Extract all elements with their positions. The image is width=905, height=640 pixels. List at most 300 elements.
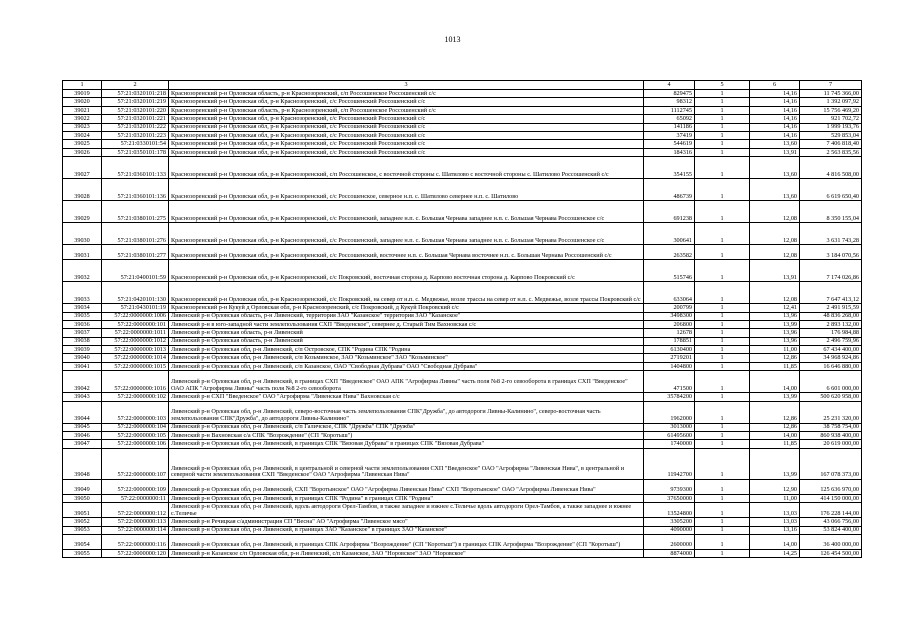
cadastral-number: 57:22:0000000:1012	[102, 337, 169, 345]
area-value: 184316	[644, 148, 695, 156]
rate-value: 12,90	[750, 479, 800, 494]
cadastral-number: 57:22:0000000:104	[102, 423, 169, 431]
rate-value: 12,08	[750, 201, 800, 223]
cadastral-number: 57:22:0000000:1011	[102, 329, 169, 337]
area-value: 300641	[644, 223, 695, 245]
area-value: 3013000	[644, 423, 695, 431]
count-value: 1	[695, 245, 750, 260]
row-number: 39025	[63, 140, 102, 148]
area-value: 37650000	[644, 494, 695, 502]
cadastral-value: 125 636 970,00	[800, 479, 862, 494]
location-description: Краснозоренский р-н Орловская обл, р-н Краснозоренский, с/с Россошенский Россошенский с/с	[169, 131, 644, 139]
cadastral-value: 529 853,04	[800, 131, 862, 139]
area-value: 544619	[644, 140, 695, 148]
count-value: 1	[695, 479, 750, 494]
area-value: 471500	[644, 371, 695, 393]
count-value: 1	[695, 106, 750, 114]
row-number: 39052	[63, 518, 102, 526]
location-description: Краснозоренский р-н Орловская обл, р-н Краснозоренский, с/с Россошенский, западнее н.п. с. Большая Чернава западнее н.п. с. Большая Чернава Россошенское с/с	[169, 223, 644, 245]
rate-value: 13,60	[750, 179, 800, 201]
cadastral-value: 11 745 366,00	[800, 90, 862, 98]
cadastral-number: 57:21:0360101:133	[102, 157, 169, 179]
cadastral-number: 57:21:0320101:218	[102, 90, 169, 98]
rate-value: 13,91	[750, 148, 800, 156]
cadastral-value: 8 350 155,04	[800, 201, 862, 223]
rate-value: 12,08	[750, 245, 800, 260]
table-row	[63, 518, 862, 526]
rate-value: 13,60	[750, 157, 800, 179]
row-number: 39027	[63, 157, 102, 179]
row-number: 39028	[63, 179, 102, 201]
location-description: Ливенский р-н Орловская обл, р-н Ливенский, в границах ЗАО "Казанское" в границах ЗАО "Казанское"	[169, 526, 644, 534]
cadastral-number: 57:22:0000000:107	[102, 448, 169, 479]
location-description: Краснозоренский р-н Орловская обл, р-н Краснозоренский, с/п Россошенское, с восточной стороны с. Шатилово с восточной стороны с. Шатилово Россошенский с/с	[169, 157, 644, 179]
count-value: 1	[695, 371, 750, 393]
rate-value: 11,85	[750, 440, 800, 448]
row-number: 39040	[63, 354, 102, 362]
cadastral-value: 3 184 070,56	[800, 245, 862, 260]
cadastral-value: 7 406 818,40	[800, 140, 862, 148]
location-description: Ливенский р-н Орловская обл, р-н Ливенский, в границах СПК Агрофирма "Возрождение" (СП "Коротыш") в границах СПК Агрофирма "Возрождение" (СП "Коротыш")	[169, 534, 644, 549]
count-value: 1	[695, 304, 750, 312]
location-description: Ливенский р-н Орловская область, р-н Ливенский, территория ЗАО "Казанское" территория ЗАО "Казанское"	[169, 312, 644, 320]
location-description: Ливенский р-н Орловская обл, р-н Ливенский, с/п Казанское, ОАО "Свободная Дубрава" ОАО "Свободная Дубрава"	[169, 362, 644, 370]
area-value: 178851	[644, 337, 695, 345]
location-description: Ливенский р-н Вахновская с/а СПК "Возрождение" (СП "Коротыш")	[169, 432, 644, 440]
cadastral-value: 921 702,72	[800, 115, 862, 123]
location-description: Краснозоренский р-н Орловская обл, р-н Краснозоренский, с/с Россошенский Россошенский с/с	[169, 115, 644, 123]
cadastral-number: 57:22:0000000:105	[102, 432, 169, 440]
table-row	[63, 549, 862, 557]
location-description: Ливенский р-н Орловская обл, р-н Ливенский, северо-восточная часть землепользования СПК"Дружба", до автодороги Ливны-Калинино", северо-восточная часть землепользования СПК"Дружба", до автодороги Ливны-Калинино"	[169, 401, 644, 423]
cadastral-number: 57:21:0420101:130	[102, 282, 169, 304]
row-number: 39050	[63, 494, 102, 502]
rate-value: 14,16	[750, 98, 800, 106]
cadastral-value: 2 496 759,96	[800, 337, 862, 345]
header-row	[63, 81, 862, 90]
area-value: 829475	[644, 90, 695, 98]
cadastral-number: 57:21:0380101:275	[102, 201, 169, 223]
cadastral-number: 57:21:0320101:222	[102, 123, 169, 131]
area-value: 12678	[644, 329, 695, 337]
cadastral-number: 57:22:0000000:113	[102, 518, 169, 526]
cadastral-number: 57:21:0430101:19	[102, 304, 169, 312]
area-value: 263582	[644, 245, 695, 260]
area-value: 2600000	[644, 534, 695, 549]
cadastral-value: 34 968 924,86	[800, 354, 862, 362]
location-description: Ливенский р-н Орловская обл, р-н Ливенский, СХП "Воротынское" ОАО "Агрофирма Ливенская Нива" СХП "Воротынское" ОАО "Агрофирма Ливенская Нива"	[169, 479, 644, 494]
location-description: Ливенский р-н Орловская обл, р-н Ливенский, вдоль автодороги Орел-Тамбов, в также западнее и южнее с.Теличье вдоль автодороги Орел-Тамбов, а также западнее и южнее с.Теличье	[169, 503, 644, 518]
row-number: 39020	[63, 98, 102, 106]
rate-value: 12,08	[750, 282, 800, 304]
count-value: 1	[695, 401, 750, 423]
count-value: 1	[695, 282, 750, 304]
cadastral-number: 57:22:0000000:103	[102, 401, 169, 423]
area-value: 633064	[644, 282, 695, 304]
location-description: Краснозоренский р-н Орловская область, р-н Краснозоренский, с/п Россошенское Россошенский с/с	[169, 106, 644, 114]
table-row	[63, 362, 862, 370]
location-description: Ливенский р-н Орловская обл, р-н Ливенский, с/п Галичское, СПК "Дружба" СПК "Дружба"	[169, 423, 644, 431]
location-description: Краснозоренский р-н Орловская обл, р-н Краснозоренский, с/с Покровский, на север от н.п. с. Медвежье, возле трассы на север от н.п. с. Медвежье, возле трассы Покровский с/с	[169, 282, 644, 304]
area-value: 11942700	[644, 448, 695, 479]
area-value: 13524800	[644, 503, 695, 518]
row-number: 39030	[63, 223, 102, 245]
table-row	[63, 393, 862, 401]
rate-value: 14,25	[750, 549, 800, 557]
row-number: 39039	[63, 346, 102, 354]
rate-value: 14,00	[750, 371, 800, 393]
area-value: 8874000	[644, 549, 695, 557]
row-number: 39054	[63, 534, 102, 549]
rate-value: 13,99	[750, 393, 800, 401]
location-description: Ливенский р-н Орловская обл, р-н Ливенский, с/п Козьминское, ЗАО "Козьминское" ЗАО "Козьминское"	[169, 354, 644, 362]
rate-value: 12,86	[750, 423, 800, 431]
cadastral-value: 16 646 880,00	[800, 362, 862, 370]
location-description: Ливенский р-н Орловская обл, р-н Ливенский, в центральной и северной части землепользования СХП "Введенское" ОАО "Агрофирма "Ливенская Нива", в центральной и северной части землепользования СХП "Введенское" ОАО "Агрофирма "Ливенская Нива"	[169, 448, 644, 479]
rate-value: 12,41	[750, 304, 800, 312]
table-row	[63, 494, 862, 502]
count-value: 1	[695, 337, 750, 345]
row-number: 39024	[63, 131, 102, 139]
area-value: 141186	[644, 123, 695, 131]
cadastral-number: 57:21:0380101:276	[102, 223, 169, 245]
count-value: 1	[695, 494, 750, 502]
count-value: 1	[695, 423, 750, 431]
cadastral-value: 126 454 500,00	[800, 549, 862, 557]
cadastral-value: 860 938 400,00	[800, 432, 862, 440]
rate-value: 14,16	[750, 106, 800, 114]
cadastral-value: 414 150 000,00	[800, 494, 862, 502]
table-row	[63, 432, 862, 440]
cadastral-value: 176 984,88	[800, 329, 862, 337]
cadastral-value: 3 631 743,28	[800, 223, 862, 245]
area-value: 200799	[644, 304, 695, 312]
table-row	[63, 401, 862, 423]
location-description: Ливенский р-н в юго-западной части землепользования СХП "Введенское", севернее д. Старый Тим Вахновская с/с	[169, 320, 644, 328]
cadastral-value: 6 619 650,40	[800, 179, 862, 201]
row-number: 39045	[63, 423, 102, 431]
count-value: 1	[695, 432, 750, 440]
cadastral-number: 57:22:0000000:102	[102, 393, 169, 401]
rate-value: 14,16	[750, 131, 800, 139]
cadastral-value: 1 999 193,76	[800, 123, 862, 131]
column-header: 3	[169, 81, 644, 90]
count-value: 1	[695, 440, 750, 448]
cadastral-value: 53 824 400,00	[800, 526, 862, 534]
table-body	[63, 90, 862, 558]
column-header: 4	[644, 81, 695, 90]
location-description: Краснозоренский р-н Орловская обл, р-н Краснозоренский, с/с Россошенский, западнее н.п. с. Большая Чернава западнее н.п. с. Большая Чернава Россошенское с/с	[169, 201, 644, 223]
rate-value: 13,60	[750, 140, 800, 148]
location-description: Ливенский р-н СХП "Введенское" ОАО "Агрофирма "Ливенская Нива" Вахновская с/с	[169, 393, 644, 401]
table-row	[63, 245, 862, 260]
table-row	[63, 354, 862, 362]
row-number: 39041	[63, 362, 102, 370]
cadastral-value: 500 620 958,00	[800, 393, 862, 401]
row-number: 39032	[63, 260, 102, 282]
count-value: 1	[695, 312, 750, 320]
column-header: 1	[63, 81, 102, 90]
table-row	[63, 148, 862, 156]
cadastral-value: 7 647 413,12	[800, 282, 862, 304]
cadastral-number: 57:22:0000000:101	[102, 320, 169, 328]
count-value: 1	[695, 115, 750, 123]
count-value: 1	[695, 518, 750, 526]
table-row	[63, 479, 862, 494]
count-value: 1	[695, 329, 750, 337]
table-row	[63, 140, 862, 148]
cadastral-value: 2 893 132,00	[800, 320, 862, 328]
rate-value: 13,16	[750, 526, 800, 534]
row-number: 39023	[63, 123, 102, 131]
rate-value: 12,08	[750, 223, 800, 245]
count-value: 1	[695, 534, 750, 549]
table-row	[63, 223, 862, 245]
row-number: 39047	[63, 440, 102, 448]
location-description: Краснозоренский р-н Орловская обл, р-н Краснозоренский, с/с Россошенский, восточнее н.п. с. Большая Чернава восточнее н.п. с. Большая Чернава Россошенский с/с	[169, 245, 644, 260]
row-number: 39029	[63, 201, 102, 223]
cadastral-number: 57:21:0380101:277	[102, 245, 169, 260]
count-value: 1	[695, 320, 750, 328]
table-row	[63, 260, 862, 282]
table-row	[63, 179, 862, 201]
rate-value: 14,00	[750, 432, 800, 440]
rate-value: 11,00	[750, 346, 800, 354]
table-row	[63, 320, 862, 328]
cadastral-value: 7 174 026,86	[800, 260, 862, 282]
location-description: Ливенский р-н Орловская обл, р-н Ливенский, в границах СХП "Введенское" ОАО АПК "Агрофирма Ливны" часть поля №8 2-го севооборота в границах СХП "Введенское" ОАО АПК "Агрофирма Ливны" часть поля №8 2-го севооборота	[169, 371, 644, 393]
table-row	[63, 423, 862, 431]
count-value: 1	[695, 503, 750, 518]
area-value: 1404800	[644, 362, 695, 370]
count-value: 1	[695, 354, 750, 362]
table-row	[63, 115, 862, 123]
count-value: 1	[695, 148, 750, 156]
location-description: Краснозоренский р-н Орловская обл, р-н Краснозоренский, с/с Россошенский Россошенский с/с	[169, 148, 644, 156]
cadastral-value: 67 434 400,00	[800, 346, 862, 354]
column-header: 5	[695, 81, 750, 90]
area-value: 3498300	[644, 312, 695, 320]
row-number: 39035	[63, 312, 102, 320]
cadastral-number: 57:21:0400101:59	[102, 260, 169, 282]
area-value: 35784200	[644, 393, 695, 401]
table-row	[63, 304, 862, 312]
row-number: 39046	[63, 432, 102, 440]
area-value: 3305200	[644, 518, 695, 526]
cadastral-number: 57:22:0000000:106	[102, 440, 169, 448]
table-row	[63, 448, 862, 479]
row-number: 39053	[63, 526, 102, 534]
table-row	[63, 282, 862, 304]
count-value: 1	[695, 260, 750, 282]
location-description: Краснозоренский р-н Орловская обл, р-н Краснозоренский, с/с Покровский, восточная сторона д. Карпово восточная сторона д. Карпово Покровский с/с	[169, 260, 644, 282]
table-row	[63, 337, 862, 345]
cadastral-number: 57:22:0000000:1014	[102, 354, 169, 362]
count-value: 1	[695, 98, 750, 106]
cadastral-value: 43 066 756,00	[800, 518, 862, 526]
table-row	[63, 440, 862, 448]
rate-value: 13,99	[750, 320, 800, 328]
location-description: Краснозоренский р-н Орловская обл, р-н Краснозоренский, с/с Россошенский Россошенский с/с	[169, 123, 644, 131]
row-number: 39031	[63, 245, 102, 260]
count-value: 1	[695, 179, 750, 201]
table-row	[63, 131, 862, 139]
column-header: 2	[102, 81, 169, 90]
table-row	[63, 201, 862, 223]
cadastral-value: 176 228 144,00	[800, 503, 862, 518]
row-number: 39042	[63, 371, 102, 393]
count-value: 1	[695, 448, 750, 479]
row-number: 39036	[63, 320, 102, 328]
cadastral-number: 57:22:0000000:1013	[102, 346, 169, 354]
rate-value: 14,16	[750, 123, 800, 131]
location-description: Краснозоренский р-н Орловская область, р-н Краснозоренский, с/п Россошенское Россошенский с/с	[169, 90, 644, 98]
cadastral-number: 57:21:0320101:223	[102, 131, 169, 139]
row-number: 39044	[63, 401, 102, 423]
rate-value: 14,00	[750, 534, 800, 549]
count-value: 1	[695, 90, 750, 98]
cadastral-number: 57:21:0330101:54	[102, 140, 169, 148]
rate-value: 13,96	[750, 337, 800, 345]
cadastral-number: 57:22:0000000:112	[102, 503, 169, 518]
cadastral-number: 57:21:0320101:220	[102, 106, 169, 114]
row-number: 39026	[63, 148, 102, 156]
rate-value: 11,00	[750, 494, 800, 502]
row-number: 39043	[63, 393, 102, 401]
location-description: Ливенский р-н Орловская обл, р-н Ливенский, в границах СПК "Родина" в границах СПК "Родина"	[169, 494, 644, 502]
cadastral-number: 57:22:0000000:1006	[102, 312, 169, 320]
area-value: 6130400	[644, 346, 695, 354]
rate-value: 13,99	[750, 448, 800, 479]
table-row	[63, 106, 862, 114]
location-description: Ливенский р-н Казанское с/п Орловская обл, р-н Ливенский, с/п Казанское, ЗАО "Норовское" ЗАО "Норовское"	[169, 549, 644, 557]
area-value: 1112745	[644, 106, 695, 114]
row-number: 39037	[63, 329, 102, 337]
row-number: 39051	[63, 503, 102, 518]
cadastral-number: 57:21:0350101:178	[102, 148, 169, 156]
row-number: 39033	[63, 282, 102, 304]
count-value: 1	[695, 223, 750, 245]
table-row	[63, 123, 862, 131]
cadastral-value: 20 619 000,00	[800, 440, 862, 448]
cadastral-number: 57:21:0320101:221	[102, 115, 169, 123]
area-value: 98312	[644, 98, 695, 106]
location-description: Краснозоренский р-н Орловская обл, р-н Краснозоренский, с/с Россошенский Россошенский с/с	[169, 98, 644, 106]
area-value: 65092	[644, 115, 695, 123]
row-number: 39019	[63, 90, 102, 98]
rate-value: 13,96	[750, 312, 800, 320]
row-number: 39038	[63, 337, 102, 345]
row-number: 39034	[63, 304, 102, 312]
table-row	[63, 329, 862, 337]
column-header: 6	[750, 81, 800, 90]
cadastral-value: 15 756 469,20	[800, 106, 862, 114]
rate-value: 13,96	[750, 329, 800, 337]
area-value: 1962000	[644, 401, 695, 423]
cadastral-value: 167 078 373,00	[800, 448, 862, 479]
cadastral-number: 57:22:0000000:120	[102, 549, 169, 557]
rate-value: 13,03	[750, 503, 800, 518]
table-row	[63, 503, 862, 518]
location-description: Ливенский р-н Орловская обл, р-н Ливенский, с/п Островское, СПК "Родина СПК "Родина	[169, 346, 644, 354]
cadastral-value: 6 601 000,00	[800, 371, 862, 393]
table-row	[63, 526, 862, 534]
cadastral-value: 2 491 915,59	[800, 304, 862, 312]
cadastral-number: 57:22:0000000:11	[102, 494, 169, 502]
cadastral-value: 48 836 268,00	[800, 312, 862, 320]
count-value: 1	[695, 140, 750, 148]
cadastral-value: 38 758 754,00	[800, 423, 862, 431]
area-value: 515746	[644, 260, 695, 282]
count-value: 1	[695, 201, 750, 223]
count-value: 1	[695, 157, 750, 179]
rate-value: 12,86	[750, 354, 800, 362]
page-number: 1013	[444, 35, 461, 44]
area-value: 9739300	[644, 479, 695, 494]
area-value: 37419	[644, 131, 695, 139]
table-row	[63, 312, 862, 320]
area-value: 4090000	[644, 526, 695, 534]
cadastral-number: 57:22:0000000:1016	[102, 371, 169, 393]
table-row	[63, 371, 862, 393]
area-value: 486739	[644, 179, 695, 201]
cadastral-number: 57:22:0000000:109	[102, 479, 169, 494]
count-value: 1	[695, 123, 750, 131]
location-description: Ливенский р-н Речицкая с/администрация СП "Весна" АО "Агрофирма "Ливенское мясо"	[169, 518, 644, 526]
rate-value: 12,86	[750, 401, 800, 423]
rate-value: 13,03	[750, 518, 800, 526]
location-description: Ливенский р-н Орловская область, р-н Ливенский	[169, 337, 644, 345]
table-row	[63, 534, 862, 549]
cadastral-value: 4 816 508,00	[800, 157, 862, 179]
cadastral-number: 57:22:0000000:116	[102, 534, 169, 549]
area-value: 2719201	[644, 354, 695, 362]
cadastral-number: 57:21:0360101:136	[102, 179, 169, 201]
location-description: Краснозоренский р-н Кукуй д Орловская обл, р-н Краснозоренский, с/с Покровский, д Кукуй Покровский с/с	[169, 304, 644, 312]
cadastral-number: 57:21:0320101:219	[102, 98, 169, 106]
column-header: 7	[800, 81, 862, 90]
count-value: 1	[695, 393, 750, 401]
count-value: 1	[695, 346, 750, 354]
row-number: 39055	[63, 549, 102, 557]
table-row	[63, 98, 862, 106]
count-value: 1	[695, 131, 750, 139]
location-description: Краснозоренский р-н Орловская обл, р-н Краснозоренский, с/с Россошенское, северное н.п. с. Шатилово севернее н.п. с. Шатилово	[169, 179, 644, 201]
location-description: Краснозоренский р-н Орловская обл, р-н Краснозоренский, с/с Россошенский Россошенский с/с	[169, 140, 644, 148]
location-description: Ливенский р-н Орловская обл, р-н Ливенский, в границах СПК "Вязовая Дубрава" в границах СПК "Вязовая Дубрава"	[169, 440, 644, 448]
rate-value: 11,85	[750, 362, 800, 370]
row-number: 39048	[63, 448, 102, 479]
row-number: 39021	[63, 106, 102, 114]
count-value: 1	[695, 549, 750, 557]
rate-value: 13,91	[750, 260, 800, 282]
area-value: 1740000	[644, 440, 695, 448]
table-row	[63, 157, 862, 179]
count-value: 1	[695, 362, 750, 370]
area-value: 691238	[644, 201, 695, 223]
cadastral-table	[62, 80, 862, 558]
cadastral-number: 57:22:0000000:114	[102, 526, 169, 534]
rate-value: 14,16	[750, 90, 800, 98]
area-value: 61495600	[644, 432, 695, 440]
count-value: 1	[695, 526, 750, 534]
table-row	[63, 90, 862, 98]
cadastral-value: 2 563 835,56	[800, 148, 862, 156]
cadastral-value: 25 231 320,00	[800, 401, 862, 423]
row-number: 39022	[63, 115, 102, 123]
cadastral-number: 57:22:0000000:1015	[102, 362, 169, 370]
location-description: Ливенский р-н Орловская область, р-н Ливенский	[169, 329, 644, 337]
